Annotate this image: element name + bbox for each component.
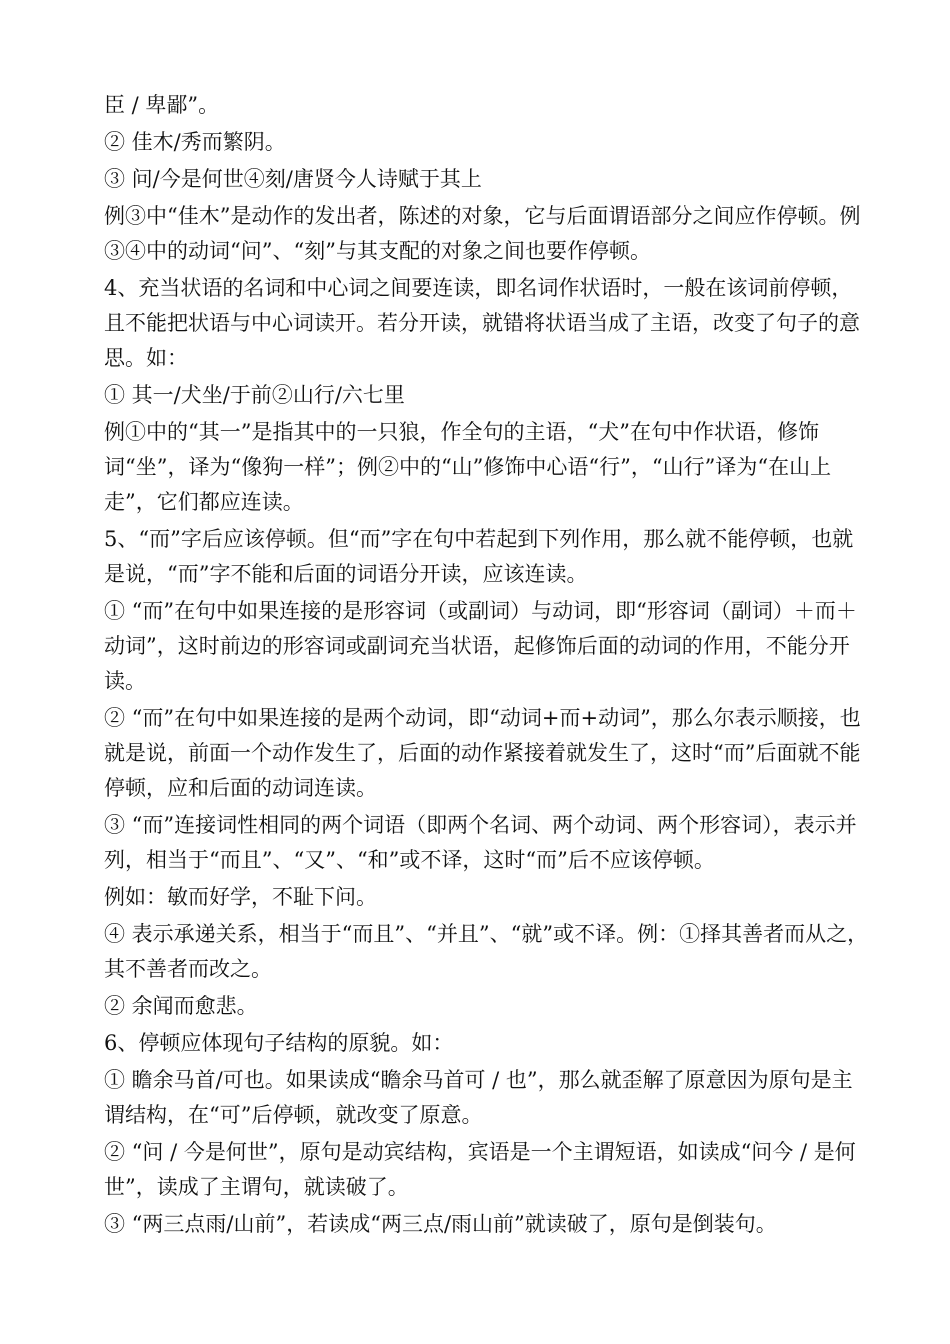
- section-5-heading: 5、“而”字后应该停顿。但“而”字在句中若起到下列作用，那么就不能停顿，也就是说，“而”字不能和后面的词语分开读，应该连读。: [104, 527, 854, 586]
- list-item-17: ② “问 / 今是何世”，原句是动宾结构，宾语是一个主谓短语，如读成“问今 / 是何世”，读成了主谓句，就读破了。: [104, 1140, 856, 1199]
- text-line-1: 臣 / 卑鄙”。: [104, 93, 220, 117]
- section-4-heading: 4、充当状语的名词和中心词之间要连读，即名词作状语时，一般在该词前停顿，且不能把状语与中心词读开。若分开读，就错将状语当成了主语，改变了句子的意思。如：: [104, 276, 860, 370]
- list-item-16: ① 瞻余马首/可也。如果读成“瞻余马首可 / 也”，那么就歪解了原意因为原句是主谓结构，在“可”后停顿，就改变了原意。: [104, 1068, 853, 1127]
- text-paragraph-4: 例③中“佳木”是动作的发出者，陈述的对象，它与后面谓语部分之间应作停顿。例③④中的动词“问”、“刻”与其支配的对象之间也要作停顿。: [104, 204, 861, 263]
- text-paragraph-7: 例①中的“其一”是指其中的一只狼，作全句的主语，“犬”在句中作状语，修饰词“坐”，译为“像狗一样”；例②中的“山”修饰中心语“行”，“山行”译为“在山上走”，它们都应连读。: [104, 420, 832, 514]
- list-item-13: ④ 表示承递关系，相当于“而且”、“并且”、“就”或不译。例：①择其善者而从之，其不善者而改之。: [104, 922, 869, 981]
- list-item-18: ③ “两三点雨/山前”，若读成“两三点/雨山前”就读破了，原句是倒装句。: [104, 1212, 777, 1236]
- example-line-12: 例如：敏而好学，不耻下问。: [104, 885, 377, 909]
- example-line-6: ① 其一/犬坐/于前②山行/六七里: [104, 383, 405, 407]
- text-line-3: ③ 问/今是何世④刻/唐贤今人诗赋于其上: [104, 167, 482, 191]
- example-line-14: ② 余闻而愈悲。: [104, 994, 258, 1018]
- list-item-11: ③ “而”连接词性相同的两个词语（即两个名词、两个动词、两个形容词），表示并列，相当于“而且”、“又”、“和”或不译，这时“而”后不应该停顿。: [104, 813, 857, 872]
- list-item-9: ① “而”在句中如果连接的是形容词（或副词）与动词，即“形容词（副词）＋而＋动词”，这时前边的形容词或副词充当状语，起修饰后面的动词的作用，不能分开读。: [104, 599, 857, 693]
- list-item-10: ② “而”在句中如果连接的是两个动词，即“动词+而+动词”，那么尔表示顺接，也就是说，前面一个动作发生了，后面的动作紧接着就发生了，这时“而”后面就不能停顿，应和后面的动词连读。: [104, 706, 861, 800]
- section-6-heading: 6、停顿应体现句子结构的原貌。如：: [104, 1031, 454, 1055]
- text-line-2: ② 佳木/秀而繁阴。: [104, 130, 286, 154]
